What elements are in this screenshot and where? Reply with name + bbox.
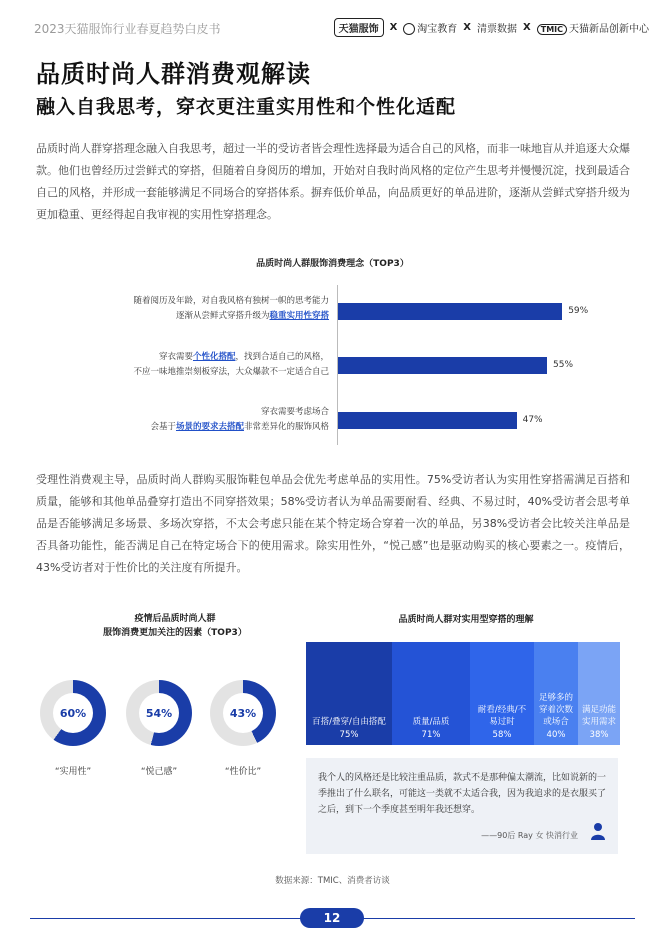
donut-chart — [126, 680, 192, 746]
taobao-education-logo: 淘宝教育 — [403, 20, 457, 35]
quote-box — [306, 758, 618, 854]
partner-logos — [334, 18, 649, 37]
chart1-data-label: 59% — [568, 306, 589, 316]
donut-chart — [40, 680, 106, 746]
donut-label: “性价比” — [224, 767, 262, 777]
chart1-category-label: 穿衣需要考虑场合 会基于场景的要求去搭配非常差异化的服饰风格 — [150, 407, 329, 432]
separator: X — [389, 22, 398, 33]
data-source: 数据来源：TMIC、消费者访谈 — [275, 876, 390, 886]
separator: X — [523, 22, 531, 33]
chart1-category-label: 穿衣需要个性化搭配，找到合适自己的风格， 不应一味地推崇刻板穿法，大众爆款不一定适合自己 — [133, 352, 329, 377]
page-subtitle: 融入自我思考，穿衣更注重实用性和个性化适配 — [36, 96, 457, 118]
quote-text: 我个人的风格还是比较注重品质，款式不是那种偏太潮流，比如说新的一季推出了什么联名，可能这一类就不太适合我，因为我追求的是衣服买了之后，到下一个季度甚至明年我还想穿。 — [318, 773, 607, 815]
chart3-block: 足够多的穿着次数或场合 40% — [534, 642, 578, 745]
page-title: 品质时尚人群消费观解读 — [36, 60, 311, 88]
donut-chart — [210, 680, 276, 746]
chart1-title: 品质时尚人群服饰消费理念（TOP3） — [256, 259, 409, 269]
chart3-title: 品质时尚人群对实用型穿搭的理解 — [398, 615, 534, 625]
chart3-block: 耐看/经典/不易过时 58% — [470, 642, 534, 745]
chart2-title: 疫情后品质时尚人群 服饰消费更加关注的因素（TOP3） — [103, 614, 247, 638]
intro-paragraph: 品质时尚人群穿搭理念融入自我思考，超过一半的受访者皆会理性选择最为适合自己的风格，而非一味地盲从并追逐大众爆款。他们也曾经历过尝鲜式的穿搭，但随着自身阅历的增加，开始对自我时尚风格的定位产生思考并慢慢沉淀，找到最适合自己的风格，并形成一套能够满足不同场合的穿搭体系。摒弃低价单品，向品质更好的单品进阶，逐渐从尝鲜式穿搭升级为更加稳重、更经得起自我审视的实用性穿搭理念。 — [36, 142, 630, 221]
donut-label: “悦己感” — [140, 767, 178, 777]
donut-value: 54% — [139, 693, 179, 733]
person-icon — [590, 822, 606, 840]
quote-source: ——90后 Ray 女 快消行业 — [481, 831, 578, 840]
donut-label: “实用性” — [54, 767, 92, 777]
chart1-bar — [338, 303, 562, 320]
page-number: 12 — [300, 908, 364, 928]
chart3-block: 满足功能实用需求 38% — [578, 642, 620, 745]
tmall-fashion-logo: 天猫服饰 — [334, 18, 384, 37]
chart3-block: 质量/品质 71% — [392, 642, 470, 745]
chart1-data-label: 47% — [522, 415, 543, 425]
chart3-block: 百搭/叠穿/自由搭配 75% — [306, 642, 392, 745]
report-title: 2023天猫服饰行业春夏趋势白皮书 — [34, 22, 221, 36]
body-paragraph: 受理性消费观主导，品质时尚人群购买服饰鞋包单品会优先考虑单品的实用性。75%受访者认为实用性穿搭需满足百搭和质量，能够和其他单品叠穿打造出不同穿搭效果；58%受访者认为单品需要耐看、经典、不易过时，40%受访者会思考单品是否能够满足多场景、多场次穿搭，不太会考虑只能在某个特定场合穿着一次的单品，另38%受访者会比较关注单品是否具备功能性，能否满足自己在特定场合下的使用需求。除实用性外，“悦己感”也是驱动购买的核心要素之一。疫情后，43%受访者对于性价比的关注度有所提升。 — [36, 473, 630, 574]
donut-value: 60% — [53, 693, 93, 733]
tmic-logo: TMIC 天猫新品创新中心 — [537, 20, 649, 35]
chart1-category-label: 随着阅历及年龄，对自我风格有独树一帜的思考能力 逐渐从尝鲜式穿搭升级为稳重实用性穿搭 — [133, 296, 329, 321]
page-header — [0, 0, 665, 40]
qingpiao-data-logo: 清票数据 — [477, 24, 518, 35]
separator: X — [463, 22, 472, 33]
chart1-bar — [338, 357, 547, 374]
chart1-data-label: 55% — [553, 360, 574, 370]
donut-value: 43% — [223, 693, 263, 733]
chart1-bar — [338, 412, 517, 429]
taobao-edu-icon — [403, 23, 415, 35]
